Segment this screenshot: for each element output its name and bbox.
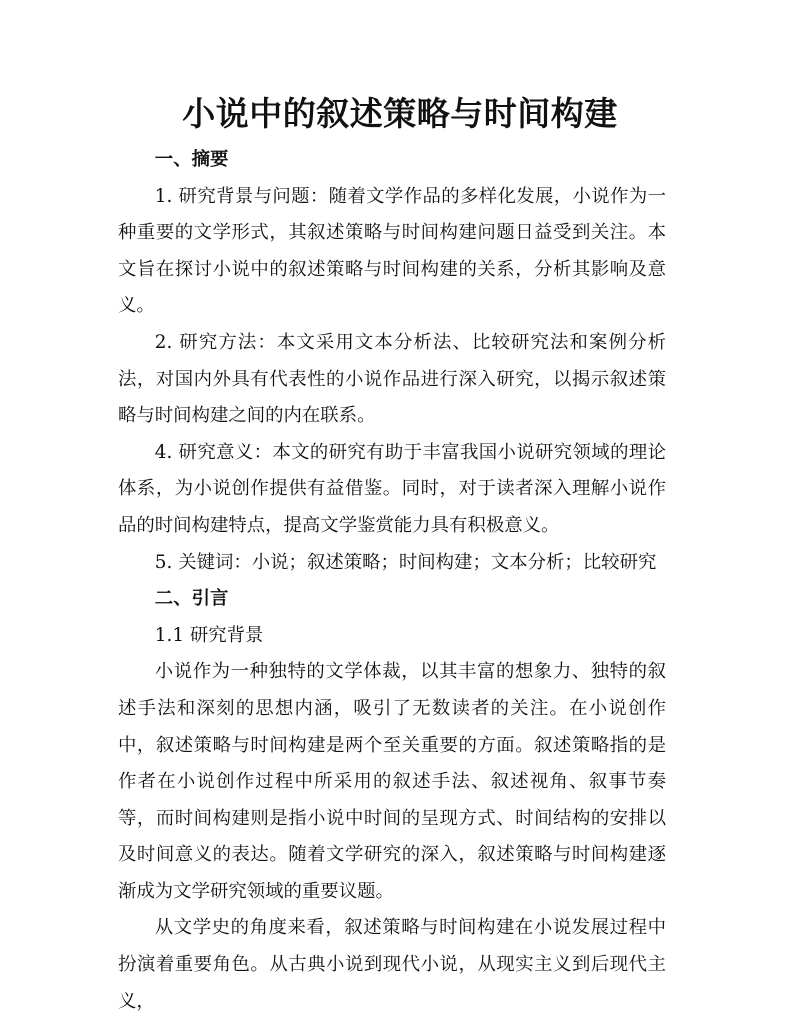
document-body xyxy=(118,142,666,1020)
subsection-heading-background: 1.1 研究背景 xyxy=(154,624,264,646)
body-paragraph: 小说作为一种独特的文学体裁，以其丰富的想象力、独特的叙述手法和深刻的思想内涵，吸引了无数读者的关注。在小说创作中，叙述策略与时间构建是两个至关重要的方面。叙述策略指的是作者在小说创作过程中所采用的叙述手法、叙述视角、叙事节奏等，而时间构建则是指小说中时间的呈现方式、时间结构的安排以及时间意义的表达。随着文学研究的深入，叙述策略与时间构建逐渐成为文学研究领域的重要议题。 xyxy=(118,661,666,902)
section-heading-abstract: 一、摘要 xyxy=(154,149,229,170)
body-paragraph: 从文学史的角度来看，叙述策略与时间构建在小说发展过程中扮演着重要角色。从古典小说到现代小说，从现实主义到后现代主义， xyxy=(118,917,666,1012)
document-title: 小说中的叙述策略与时间构建 xyxy=(182,94,618,133)
abstract-item: 4. 研究意义：本文的研究有助于丰富我国小说研究领域的理论体系，为小说创作提供有益借鉴。同时，对于读者深入理解小说作品的时间构建特点，提高文学鉴赏能力具有积极意义。 xyxy=(118,441,666,536)
abstract-keywords: 5. 关键词：小说；叙述策略；时间构建；文本分析；比较研究 xyxy=(154,551,657,573)
section-heading-introduction: 二、引言 xyxy=(154,588,229,610)
abstract-item: 1. 研究背景与问题：随着文学作品的多样化发展，小说作为一种重要的文学形式，其叙述策略与时间构建问题日益受到关注。本文旨在探讨小说中的叙述策略与时间构建的关系，分析其影响及意义。 xyxy=(118,185,666,317)
abstract-item: 2. 研究方法：本文采用文本分析法、比较研究法和案例分析法，对国内外具有代表性的小说作品进行深入研究，以揭示叙述策略与时间构建之间的内在联系。 xyxy=(118,331,666,427)
